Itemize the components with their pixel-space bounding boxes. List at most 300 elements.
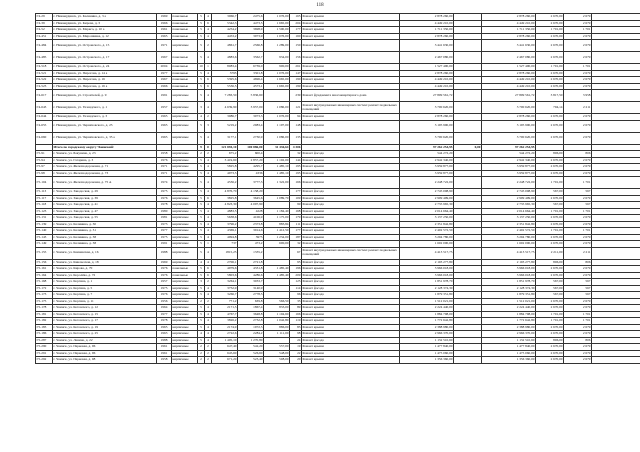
cell-floors: 5 — [198, 70, 205, 77]
cell-residents: 148 — [290, 120, 302, 132]
cell-unit-cost: 1 701,00 — [536, 27, 564, 34]
cell-floors: 5 — [198, 157, 205, 164]
cell-entrances: 6 — [205, 77, 212, 84]
cell-address: г. Нижнеудинск, ул. Островского, д. 24 — [53, 64, 157, 71]
cell-owner-funds: 2 402 572,50 — [482, 228, 536, 235]
cell-unit-cost: 2 670,00 — [536, 164, 564, 171]
cell-max-unit-cost: 2 679 — [564, 83, 592, 90]
cell-address: г. Чаинск, ул. Заводоская, д. 55 — [53, 215, 157, 222]
cell-cost: 3 966 018,00 — [400, 272, 454, 279]
cell-residents: 239 — [290, 90, 302, 102]
cell-entrances: 2 — [205, 344, 212, 351]
cell-floors: 2 — [198, 298, 205, 305]
cell-residents: 121 — [290, 102, 302, 114]
cell-year: 1976 — [157, 266, 172, 273]
cell-year: 1957 — [157, 279, 172, 286]
cell-work-type: Ремонт крыши — [302, 83, 400, 90]
cell-living-area: 2730,9 — [238, 132, 264, 144]
cell-owner-funds: 1 851 978,70 — [482, 279, 536, 286]
cell-work-type: Ремонт фасада — [302, 279, 400, 286]
cell-work-type: Ремонт крыши — [302, 228, 400, 235]
cell-year: 1977 — [157, 311, 172, 318]
cell-code: Г5-139 — [36, 221, 53, 228]
cell-cost: 1 512 021,00 — [400, 298, 454, 305]
cell-code: Г5-183 — [36, 324, 53, 331]
cell-owner-funds: 2 745 008,90 — [482, 189, 536, 196]
cell-entrances: 4 — [205, 14, 212, 21]
cell-living-area: 4473,5 — [238, 20, 264, 27]
cell-address: г. Чаинск, ул. Киначеская, д. 18 — [53, 259, 157, 266]
cell-living-area: 3073,3 — [238, 114, 264, 121]
cell-other-funds — [454, 177, 482, 189]
cell-material: кирпичные — [172, 164, 198, 171]
cell-owner-funds: 3 966 018,00 — [482, 272, 536, 279]
cell-owner-funds: 3 959 877,00 — [482, 164, 536, 171]
cell-roof-area: 1 289,00 — [264, 40, 290, 52]
cell-total-area: 4369,1 — [212, 228, 238, 235]
cell-floors: 5 — [198, 228, 205, 235]
cell-floors: 5 — [198, 208, 205, 215]
cell-address: г. Чаинск, ул. Калинина, д. 38 — [53, 234, 157, 241]
cell-year: 1980 — [157, 208, 172, 215]
cell-unit-cost: 2 670,00 — [536, 120, 564, 132]
cell-unit-cost: 567,00 — [536, 202, 564, 209]
cell-owner-funds: 3 700 620,00 — [482, 102, 536, 114]
cell-owner-funds: 2 966 370,00 — [482, 331, 536, 338]
cell-material: панельные — [172, 83, 198, 90]
cell-address: г. Чаинск, ул. Железнодорожная, д. 73 — [53, 170, 157, 177]
cell-unit-cost: 2 670,00 — [536, 215, 564, 222]
cell-address: г. Чаинск, ул. Кирова, д. 70 — [53, 266, 157, 273]
cell-year: 1977 — [157, 70, 172, 77]
cell-year: 1975 — [157, 285, 172, 292]
cell-owner-funds: 2 224 440,00 — [482, 305, 536, 312]
cell-unit-cost: 2 670,00 — [536, 344, 564, 351]
cell-residents: 111 — [290, 221, 302, 228]
cell-max-unit-cost: 1 701 — [564, 177, 592, 189]
cell-unit-cost: 2 670,00 — [536, 132, 564, 144]
cell-entrances: 4 — [205, 305, 212, 312]
cell-code: Г5-287 — [36, 337, 53, 344]
cell-cost: 2 909 499,00 — [400, 195, 454, 202]
cell-code: Г5-118 — [36, 202, 53, 209]
cell-residents: 165 — [290, 14, 302, 21]
cell-living-area: 3 957,00 — [238, 102, 264, 114]
cell-address: г. Нижнеудинск, ул. Кирова, д. 3 — [53, 20, 157, 27]
cell-entrances: 4 — [205, 259, 212, 266]
cell-cost: 544 272,20 — [400, 151, 454, 158]
cell-work-type: Ремонт крыши — [302, 272, 400, 279]
cell-roof-area: 1 412,50 — [264, 228, 290, 235]
cell-cost: 1 475 060,00 — [400, 350, 454, 357]
cell-roof-area: 566,50 — [264, 298, 290, 305]
cell-entrances: 4 — [205, 247, 212, 259]
cell-cost: 3 700 620,00 — [400, 132, 454, 144]
cell-work-type: Ремонт фасада — [302, 151, 400, 158]
cell-entrances: 0 — [205, 144, 212, 151]
cell-work-type: Ремонт крыши — [302, 70, 400, 77]
cell-empty — [592, 357, 640, 364]
cell-owner-funds: 2 878 260,00 — [482, 114, 536, 121]
cell-cost: 1 879 351,80 — [400, 292, 454, 299]
cell-code: Г5-161 — [36, 266, 53, 273]
cell-roof-area: 1 076,00 — [264, 33, 290, 40]
cell-code: Г5-178 — [36, 305, 53, 312]
cell-entrances: 4 — [205, 170, 212, 177]
cell-living-area: 2 857,20 — [238, 157, 264, 164]
cell-max-unit-cost: 2 679 — [564, 114, 592, 121]
cell-material: кирпичные — [172, 151, 198, 158]
cell-living-area: 3648,8 — [238, 311, 264, 318]
cell-residents: 156 — [290, 52, 302, 64]
cell-total-area: 4453,2 — [212, 33, 238, 40]
cell-living-area: 2373,8 — [238, 221, 264, 228]
cell-living-area: 4286,6 — [238, 272, 264, 279]
cell-total-area: 4883,6 — [212, 52, 238, 64]
cell-material: кирпичные — [172, 90, 198, 102]
cell-address: г. Нижнеудинск, ул. Островского, д. 17 — [53, 52, 157, 64]
cell-address: г. Чаинск, ул. Парковая, д. 96 — [53, 344, 157, 351]
cell-total-area: 3 419,60 — [212, 157, 238, 164]
cell-living-area: 1335,2 — [238, 247, 264, 259]
cell-address: г. Чаинск, ул. Котовского, д. 19 — [53, 324, 157, 331]
cell-cost: 2 014 664,40 — [400, 208, 454, 215]
cell-max-unit-cost: 2 679 — [564, 298, 592, 305]
cell-total-area: 3752,9 — [212, 285, 238, 292]
cell-roof-area: 883,84 — [264, 221, 290, 228]
cell-address: г. Нижнеудинск, ул. Пирогова, д. 16 — [53, 77, 157, 84]
cell-entrances: 4 — [205, 324, 212, 331]
cell-code: Г4-643 — [36, 102, 53, 114]
cell-entrances: 4 — [205, 228, 212, 235]
cell-living-area: 3975 — [238, 234, 264, 241]
cell-max-unit-cost: 2 679 — [564, 195, 592, 202]
cell-max-unit-cost: 2 679 — [564, 33, 592, 40]
cell-year: 1988 — [157, 247, 172, 259]
cell-year: 1965 — [157, 324, 172, 331]
cell-total-area: 121 894,10 — [212, 144, 238, 151]
cell-living-area: 2732,8 — [238, 318, 264, 325]
cell-living-area: 4 158,20 — [238, 189, 264, 196]
cell-living-area: 100 886,00 — [238, 144, 264, 151]
cell-roof-area: 1 104,60 — [264, 311, 290, 318]
cell-max-unit-cost: 806 — [564, 151, 592, 158]
cell-entrances: 4 — [205, 164, 212, 171]
cell-entrances: 4 — [205, 221, 212, 228]
cell-entrances: 4 — [205, 202, 212, 209]
cell-work-type: Ремонт крыши — [302, 344, 400, 351]
cell-total-area: 1 405,10 — [212, 337, 238, 344]
cell-unit-cost: 3 817,50 — [536, 90, 564, 102]
cell-year: 1967 — [157, 77, 172, 84]
cell-total-area: 4883,5 — [212, 208, 238, 215]
cell-roof-area: 886,00 — [264, 324, 290, 331]
cell-code: Г5-113 — [36, 189, 53, 196]
cell-unit-cost: 1 701,00 — [536, 208, 564, 215]
cell-other-funds — [454, 120, 482, 132]
cell-max-unit-cost: 2 679 — [564, 350, 592, 357]
cell-year: 1988 — [157, 337, 172, 344]
cell-code: Г5-117 — [36, 195, 53, 202]
cell-year: 1966 — [157, 83, 172, 90]
cell-year: 1976 — [157, 195, 172, 202]
cell-unit-cost: 2 670,00 — [536, 272, 564, 279]
cell-year: 1965 — [157, 33, 172, 40]
cell-total-area: 2706,1 — [212, 259, 238, 266]
cell-entrances: 4 — [205, 318, 212, 325]
cell-living-area: 3777,3 — [238, 177, 264, 189]
cell-living-area: 2721,8 — [238, 259, 264, 266]
cell-owner-funds: 2 735 965,30 — [482, 202, 536, 209]
cell-max-unit-cost: 2 679 — [564, 14, 592, 21]
cell-year: 1976 — [157, 292, 172, 299]
cell-code: Г4-522 — [36, 77, 53, 84]
cell-total-area: 4994,8 — [212, 234, 238, 241]
cell-cost: 2 193 277,80 — [400, 259, 454, 266]
cell-floors: 5 — [198, 285, 205, 292]
cell-year: 1964 — [157, 305, 172, 312]
cell-year: 1978 — [157, 318, 172, 325]
cell-max-unit-cost: 2 679 — [564, 77, 592, 84]
cell-unit-cost: 567,00 — [536, 285, 564, 292]
cell-material: кирпичные — [172, 114, 198, 121]
cell-code: Г5-175 — [36, 298, 53, 305]
cell-owner-funds: 1 884 798,00 — [482, 311, 536, 318]
table-row — [36, 132, 640, 144]
cell-work-type: Ремонт крыши — [302, 221, 400, 228]
cell-material: кирпичные — [172, 195, 198, 202]
cell-max-unit-cost: 2 679 — [564, 331, 592, 338]
cell-total-area: 2722,6 — [212, 331, 238, 338]
cell-code: Г5-149 — [36, 241, 53, 248]
cell-material: кирпичные — [172, 298, 198, 305]
cell-entrances: 4 — [205, 285, 212, 292]
cell-address: г. Чаинск, ул. Заводоская, д. 39 — [53, 195, 157, 202]
cell-residents: 4 306 — [290, 144, 302, 151]
cell-code: Г5-172 — [36, 285, 53, 292]
cell-max-unit-cost: 1 701 — [564, 318, 592, 325]
cell-roof-area: 1 086,00 — [264, 132, 290, 144]
cell-max-unit-cost: 2 679 — [564, 234, 592, 241]
cell-address: г. Чаинск, ул. Железнодорожная, д. 75 А — [53, 177, 157, 189]
cell-roof-area: 1 086,00 — [264, 102, 290, 114]
cell-roof-area: 1 184,40 — [264, 208, 290, 215]
cell-total-area: 3796,2 — [212, 221, 238, 228]
cell-living-area: 4106,9 — [238, 215, 264, 222]
cell-cost: 2 467 080,00 — [400, 52, 454, 64]
cell-owner-funds: 2 878 260,00 — [482, 14, 536, 21]
cell-address: г. Чаинск, ул. Парковая, д. 98 — [53, 357, 157, 364]
cell-max-unit-cost: 2 679 — [564, 132, 592, 144]
cell-residents: 135 — [290, 132, 302, 144]
cell-owner-funds: 1 475 060,00 — [482, 350, 536, 357]
cell-owner-funds: 2 014 664,40 — [482, 208, 536, 215]
cell-code: Г5-290 — [36, 344, 53, 351]
cell-address: г. Чаинск, ул. Каинавская, д. 16 — [53, 247, 157, 259]
cell-work-type: Ремонт фундамента многоквартирного дома — [302, 90, 400, 102]
cell-living-area: 600,4 — [238, 151, 264, 158]
cell-work-type: Ремонт крыши — [302, 40, 400, 52]
cell-roof-area: 1 197,00 — [264, 120, 290, 132]
table-row — [36, 52, 640, 64]
cell-material: кирпичные — [172, 102, 198, 114]
cell-material: кирпичные — [172, 234, 198, 241]
cell-year: 1958 — [157, 151, 172, 158]
cell-empty — [592, 120, 640, 132]
cell-total-area: 4 876,70 — [212, 189, 238, 196]
table-row — [36, 102, 640, 114]
cell-cost: 3 959 877,00 — [400, 170, 454, 177]
cell-floors: 5 — [198, 247, 205, 259]
cell-residents: 195 — [290, 170, 302, 177]
cell-unit-cost: 2 670,00 — [536, 350, 564, 357]
cell-owner-funds: 97 262 254,95 — [482, 144, 536, 151]
cell-owner-funds: 3 195 990,00 — [482, 120, 536, 132]
cell-work-type: Ремонт внутридомовых инженерных систем: ремонт подвальных помещений — [302, 247, 400, 259]
cell-living-area: 2778,5 — [238, 292, 264, 299]
cell-max-unit-cost: 2 679 — [564, 170, 592, 177]
cell-living-area: 3698,9 — [238, 27, 264, 34]
cell-total-area: 4536,2 — [212, 177, 238, 189]
cell-residents: 177 — [290, 189, 302, 196]
cell-max-unit-cost: 2 679 — [564, 164, 592, 171]
cell-cost: 1 527 490,00 — [400, 64, 454, 71]
cell-address: г. Нижнеудинск, ул. Маркса, д. 10 а — [53, 27, 157, 34]
cell-residents: 67 — [290, 247, 302, 259]
cell-max-unit-cost: 2 679 — [564, 305, 592, 312]
cell-cost: 4 413 517,75 — [400, 247, 454, 259]
cell-floors: 5 — [198, 337, 205, 344]
cell-cost: 3 959 877,00 — [400, 164, 454, 171]
cell-floors: 5 — [198, 305, 205, 312]
cell-owner-funds: 2 909 499,00 — [482, 195, 536, 202]
cell-year: 1974 — [157, 177, 172, 189]
cell-floors: 5 — [198, 170, 205, 177]
cell-unit-cost: 2 670,00 — [536, 195, 564, 202]
cell-floors: 9 — [198, 144, 205, 151]
cell-material: кирпичные — [172, 132, 198, 144]
cell-total-area: 5219,2 — [212, 120, 238, 132]
cell-total-area: 3177,1 — [212, 132, 238, 144]
cell-unit-cost: 806,00 — [536, 151, 564, 158]
cell-cost: 27 809 561,72 — [400, 90, 454, 102]
cell-total-area: 5342,3 — [212, 20, 238, 27]
cell-max-unit-cost: 2 211 — [564, 102, 592, 114]
cell-max-unit-cost: 567 — [564, 189, 592, 196]
cell-total-area: 2171,5 — [212, 305, 238, 312]
register-rows — [36, 14, 640, 364]
cell-unit-cost: 2 670,00 — [536, 77, 564, 84]
cell-total-area: 1815,25 — [212, 247, 238, 259]
cell-work-type: Ремонт крыши — [302, 208, 400, 215]
cell-work-type: Ремонт фасада — [302, 189, 400, 196]
cell-material: панельные — [172, 70, 198, 77]
cell-residents: 196 — [290, 266, 302, 273]
cell-material: кирпичные — [172, 189, 198, 196]
cell-roof-area: 1 102,00 — [264, 157, 290, 164]
cell-year: 1961 — [157, 350, 172, 357]
cell-material: кирпичные — [172, 331, 198, 338]
cell-address: г. Нижнеудинск, ул. Черняховского, д. 23 — [53, 120, 157, 132]
cell-cost: 2 745 008,90 — [400, 189, 454, 196]
register-table — [35, 13, 640, 364]
cell-total-area: 5825,8 — [212, 164, 238, 171]
cell-entrances: 1 — [205, 64, 212, 71]
cell-year: 1969 — [157, 259, 172, 266]
cell-floors: 5 — [198, 292, 205, 299]
cell-owner-funds: 4 449 210,00 — [482, 83, 536, 90]
cell-roof-area: 1 076,00 — [264, 70, 290, 77]
cell-max-unit-cost: 2 679 — [564, 241, 592, 248]
cell-year: 1957 — [157, 102, 172, 114]
cell-owner-funds: 1 879 351,80 — [482, 292, 536, 299]
cell-work-type: Ремонт крыши — [302, 52, 400, 64]
cell-empty — [592, 102, 640, 114]
cell-material: панельные — [172, 20, 198, 27]
cell-total-area: 675,2 — [212, 151, 238, 158]
cell-entrances: 2 — [205, 298, 212, 305]
cell-code: Г4-644 — [36, 114, 53, 121]
cell-code: Г5-143 — [36, 234, 53, 241]
cell-roof-area: 1 665,00 — [264, 83, 290, 90]
cell-unit-cost: 2 670,00 — [536, 241, 564, 248]
cell-material: кирпичные — [172, 324, 198, 331]
cell-unit-cost: 2 670,00 — [536, 305, 564, 312]
table-row — [36, 247, 640, 259]
cell-max-unit-cost: 1 701 — [564, 208, 592, 215]
cell-floors: 5 — [198, 27, 205, 34]
cell-address: г. Чаинск, ул. Коргина, д. 1 — [53, 279, 157, 286]
cell-material: кирпичные — [172, 228, 198, 235]
cell-entrances: 4 — [205, 90, 212, 102]
cell-floors: 5 — [198, 33, 205, 40]
cell-total-area: 3966,7 — [212, 14, 238, 21]
cell-address: г. Чаинск, ул. Калинина, д. 38 — [53, 241, 157, 248]
cell-year: 1963 — [157, 331, 172, 338]
cell-max-unit-cost: 2 679 — [564, 157, 592, 164]
cell-residents: 261 — [290, 64, 302, 71]
cell-floors: 3 — [198, 102, 205, 114]
cell-max-unit-cost: 806 — [564, 337, 592, 344]
cell-residents: 150 — [290, 40, 302, 52]
cell-code: Г5-94 — [36, 157, 53, 164]
cell-code: Г5-155 — [36, 247, 53, 259]
cell-code: Г5-123 — [36, 208, 53, 215]
cell-work-type: Ремонт крыши — [302, 298, 400, 305]
cell-living-area: 4 097,90 — [238, 202, 264, 209]
cell-work-type: Ремонт крыши — [302, 305, 400, 312]
cell-total-area: 2174,9 — [212, 324, 238, 331]
cell-floors: 5 — [198, 241, 205, 248]
cell-owner-funds: 3 959 877,00 — [482, 170, 536, 177]
cell-total-area: 3266,7 — [212, 292, 238, 299]
cell-material: панельные — [172, 266, 198, 273]
cell-entrances: 2 — [205, 40, 212, 52]
cell-max-unit-cost: 3 958 — [564, 90, 592, 102]
cell-address: г. Чаинск, ул. Железнодорожная, д. 71 — [53, 164, 157, 171]
cell-residents: 22 — [290, 350, 302, 357]
cell-total-area: 8083,4 — [212, 64, 238, 71]
cell-roof-area: 31 436,64 — [264, 144, 290, 151]
cell-address: г. Чаинск, ул. Бакунина, д. 23 — [53, 151, 157, 158]
cell-material: кирпичные — [172, 337, 198, 344]
cell-work-type: Ремонт крыши — [302, 132, 400, 144]
cell-unit-cost: 2 211,00 — [536, 247, 564, 259]
cell-code: Г4-484 — [36, 40, 53, 52]
cell-work-type: Ремонт крыши — [302, 170, 400, 177]
cell-unit-cost: 2 670,00 — [536, 170, 564, 177]
cell-unit-cost: 794,14 — [536, 102, 564, 114]
